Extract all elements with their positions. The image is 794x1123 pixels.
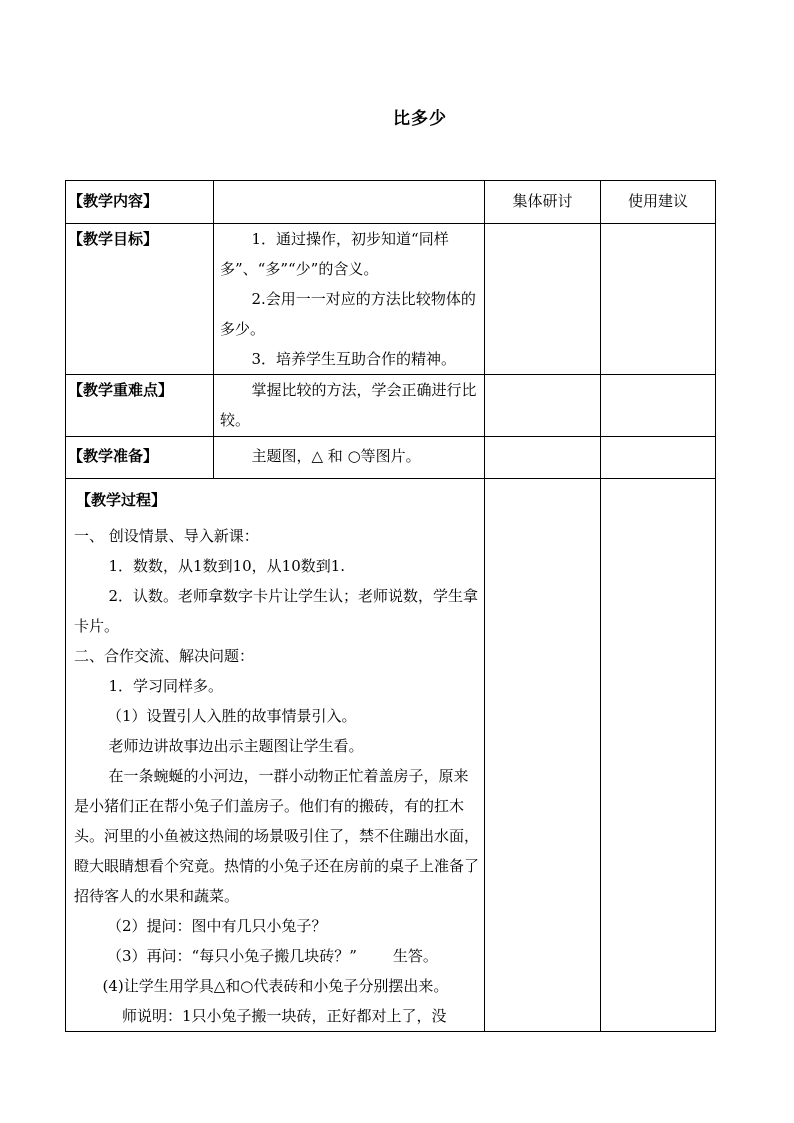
process-answer: 生答。 bbox=[392, 947, 438, 965]
process-question: （2）提问：图中有几只小兔子？ bbox=[107, 917, 327, 935]
row-goals bbox=[66, 224, 716, 375]
goal-item: 1．通过操作，初步知道“同样多”、“多”“少”的含义。 bbox=[220, 230, 449, 278]
cell-key-suggest bbox=[601, 375, 716, 437]
row-content bbox=[66, 181, 716, 224]
cell-process bbox=[66, 479, 485, 1032]
process-line: 1．数数，从1数到10，从10数到1. bbox=[108, 557, 346, 575]
cell-key-points bbox=[214, 375, 485, 437]
process-line: (4)让学生用学具△和○代表砖和小兔子分别摆出来。 bbox=[102, 977, 449, 995]
row-process bbox=[66, 479, 716, 1032]
header-suggest: 使用建议 bbox=[601, 181, 716, 224]
cell-goals-discuss bbox=[485, 224, 601, 375]
cell-process-suggest bbox=[601, 479, 716, 1032]
cell-goals bbox=[214, 224, 485, 375]
goal-item: 3．培养学生互助合作的精神。 bbox=[251, 350, 457, 368]
process-line: 师说明：1只小兔子搬一块砖，正好都对上了，没 bbox=[122, 1007, 447, 1025]
cell-goals-suggest bbox=[601, 224, 716, 375]
cell-prep bbox=[214, 437, 485, 479]
label-content: 【教学内容】 bbox=[66, 181, 214, 224]
cell-process-discuss bbox=[485, 479, 601, 1032]
label-process: 【教学过程】 bbox=[76, 491, 167, 509]
cell-prep-suggest bbox=[601, 437, 716, 479]
goal-item: 2.会用一一对应的方法比较物体的多少。 bbox=[220, 290, 476, 338]
label-prep: 【教学准备】 bbox=[66, 437, 214, 479]
process-line: 1．学习同样多。 bbox=[108, 677, 224, 695]
page-title: 比多少 bbox=[393, 109, 447, 129]
lesson-plan-table bbox=[65, 180, 716, 1032]
label-goals: 【教学目标】 bbox=[66, 224, 214, 375]
process-line: 一、 创设情景、导入新课： bbox=[74, 527, 259, 545]
row-key-points bbox=[66, 375, 716, 437]
cell-content-value bbox=[214, 181, 485, 224]
process-line: 在一条蜿蜒的小河边，一群小动物正忙着盖房子，原来是小猪们正在帮小兔子们盖房子。他们有的搬砖，有的扛木头。河里的小鱼被这热闹的场景吸引住了，禁不住蹦出水面，瞪大眼睛想看个究竟。热情的小兔子还在房前的桌子上准备了招待客人的水果和蔬菜。 bbox=[74, 767, 480, 905]
process-line: 老师边讲故事边出示主题图让学生看。 bbox=[108, 737, 364, 755]
process-line: 2．认数。老师拿数字卡片让学生认；老师说数，学生拿卡片。 bbox=[74, 587, 479, 635]
row-prep bbox=[66, 437, 716, 479]
process-line bbox=[74, 911, 480, 941]
process-line: 二、合作交流、解决问题： bbox=[74, 647, 255, 665]
prep-text: 主题图，△ 和 ○等图片。 bbox=[251, 447, 421, 465]
header-discuss: 集体研讨 bbox=[485, 181, 601, 224]
process-line: （1）设置引人入胜的故事情景引入。 bbox=[107, 707, 357, 725]
process-question: （3）再问：“每只小兔子搬几块砖？” bbox=[107, 947, 357, 965]
cell-prep-discuss bbox=[485, 437, 601, 479]
key-points-text: 掌握比较的方法，学会正确进行比较。 bbox=[220, 381, 477, 429]
label-key-points: 【教学重难点】 bbox=[66, 375, 214, 437]
process-line bbox=[74, 941, 480, 971]
cell-key-discuss bbox=[485, 375, 601, 437]
